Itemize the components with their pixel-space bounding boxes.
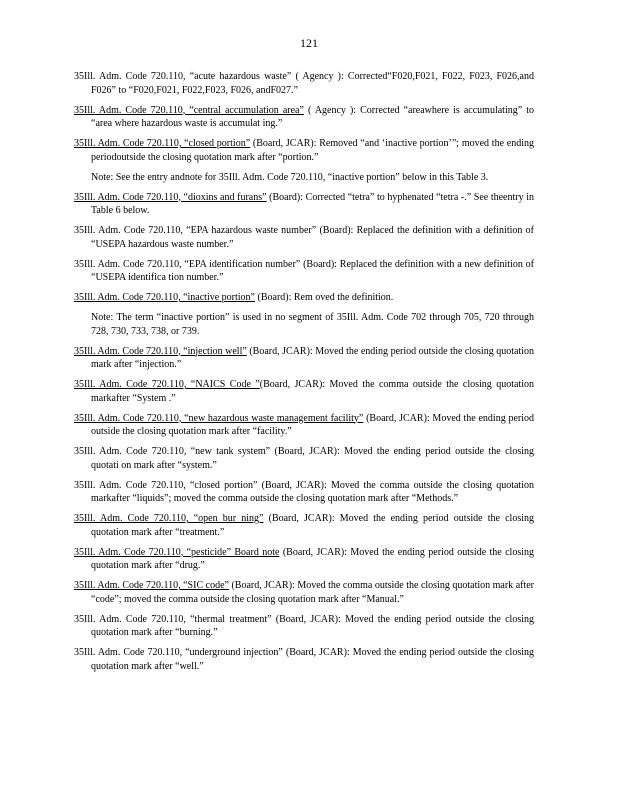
entry-text: (Board, JCAR): Removed “and ‘inactive portion’”; moved the ending periodoutside the closing quotation mark after “portion.” — [91, 138, 534, 163]
entry-text: 35Ill. Adm. Code 720.110, “thermal treatment” (Board, JCAR): Moved the ending period outside the closing quotation mark after “burning.” — [74, 613, 534, 638]
entry-list — [74, 70, 534, 680]
entry-text: 35Ill. Adm. Code 720.110, “new tank system” (Board, JCAR): Moved the ending period outside the closing quotati on mark after “system.” — [74, 446, 534, 471]
section-reference: 35Ill. Adm. Code 720.110, “open bur ning” — [74, 513, 264, 524]
amendment-entry — [74, 512, 534, 539]
amendment-entry — [74, 646, 534, 673]
amendment-entry — [74, 546, 534, 573]
amendment-entry — [74, 613, 534, 640]
section-reference: 35Ill. Adm. Code 720.110, “injection well” — [74, 345, 247, 357]
entry-text: (Board, JCAR): Moved the ending period outside the closing quotation mark after “drug.” — [91, 546, 534, 571]
entry-text: 35Ill. Adm. Code 720.110, “underground injection” (Board, JCAR): Moved the ending period outside the closing quotation mark after “well.” — [74, 647, 534, 672]
amendment-entry — [74, 412, 534, 439]
section-reference: 35Ill. Adm. Code 720.110, “NAICS Code ” — [74, 379, 260, 390]
entry-text: ( Agency ): Corrected “areawhere is accumulating” to “area where hazardous waste is accumulat ing.” — [91, 104, 534, 129]
entry-text: (Board, JCAR): Moved the comma outside the closing quotation mark after “code”; moved the comma outside the closing quotation mark after “Manual.” — [91, 580, 535, 605]
entry-text: 35Ill. Adm. Code 720.110, “EPA hazardous waste number” (Board): Replaced the definition with a definition of “USEPA hazardous waste number.” — [74, 225, 534, 250]
entry-text: 35Ill. Adm. Code 720.110, “EPA identification number” (Board): Replaced the definition with a new definition of “USEPA identifica tion number.” — [74, 258, 534, 283]
amendment-entry — [74, 191, 534, 218]
amendment-entry — [74, 70, 534, 97]
entry-text: (Board, JCAR): Moved the ending period outside the closing quotation mark after “injection.” — [91, 345, 535, 370]
section-reference: 35Ill. Adm. Code 720.110, “closed portion” — [74, 138, 251, 149]
entry-text: (Board, JCAR): Moved the comma outside the closing quotation markafter “System .” — [91, 379, 535, 404]
section-reference: 35Ill. Adm. Code 720.110, “SIC code” — [74, 580, 229, 591]
amendment-entry — [74, 291, 534, 305]
entry-text: (Board, JCAR): Moved the ending period outside the closing quotation mark after “facility.” — [91, 412, 534, 437]
amendment-entry — [74, 224, 534, 251]
amendment-entry — [74, 104, 534, 131]
amendment-entry — [74, 579, 534, 606]
section-reference: 35Ill. Adm. Code 720.110, “inactive portion” — [74, 292, 255, 303]
section-reference: 35Ill. Adm. Code 720.110, “central accumulation area” — [74, 104, 304, 116]
amendment-entry — [74, 258, 534, 285]
page-number: 121 — [300, 36, 318, 50]
note-paragraph: Note: The term “inactive portion” is used in no segment of 35Ill. Adm. Code 702 through 705, 720 through 728, 730, 733, 738, or 739. — [91, 312, 534, 337]
entry-text: (Board): Corrected “tetra” to hyphenated “tetra -.” See theentry in Table 6 below. — [91, 191, 535, 216]
amendment-entry — [74, 445, 534, 472]
section-reference: 35Ill. Adm. Code 720.110, “dioxins and furans” — [74, 191, 267, 203]
section-reference: 35Ill. Adm. Code 720.110, “pesticide” Board note — [74, 546, 280, 558]
amendment-entry — [74, 378, 534, 405]
amendment-entry — [74, 345, 534, 372]
amendment-entry — [74, 479, 534, 506]
section-reference: 35Ill. Adm. Code 720.110, “new hazardous waste management facility” — [74, 412, 364, 424]
entry-text: 35Ill. Adm. Code 720.110, “acute hazardous waste” ( Agency ): Corrected“F020,F021, F022, F023, F026,and F026” to “F020,F021, F022,F023, F026, andF027.” — [74, 71, 534, 96]
entry-text: 35Ill. Adm. Code 720.110, “closed portion” (Board, JCAR): Moved the comma outside the closing quotation markafter “liquids”; moved the comma outside the closing quotation mark after “Methods.” — [74, 479, 534, 504]
entry-text: (Board): Rem oved the definition. — [255, 292, 394, 303]
amendment-entry — [74, 137, 534, 164]
note-paragraph: Note: See the entry andnote for 35Ill. Adm. Code 720.110, “inactive portion” below in this Table 3. — [91, 171, 489, 183]
entry-text: (Board, JCAR): Moved the ending period outside the closing quotation mark after “treatment.” — [91, 513, 534, 538]
